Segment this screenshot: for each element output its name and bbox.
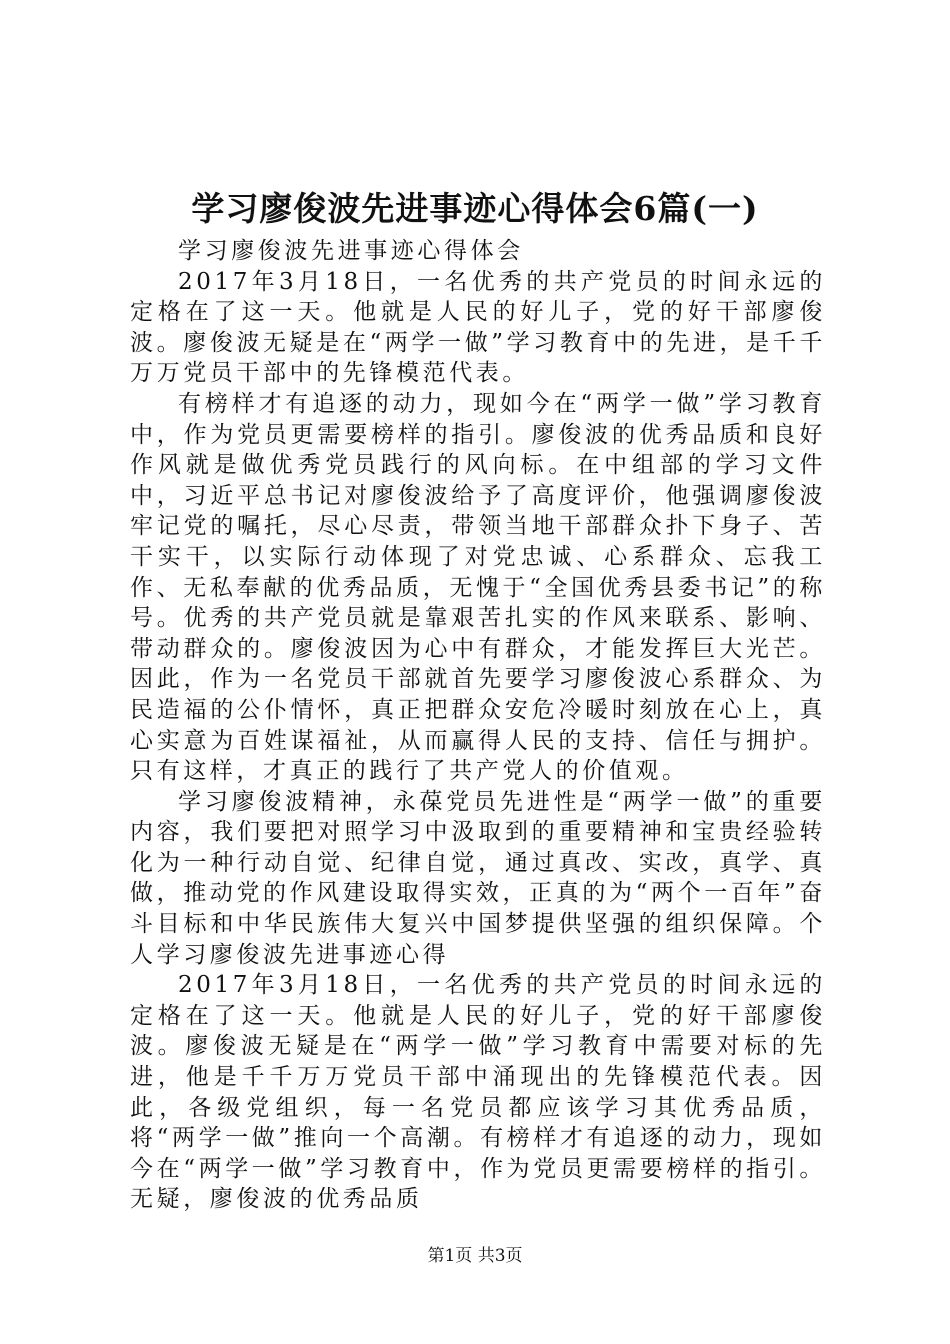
paragraph: 学习廖俊波精神，永葆党员先进性是“两学一做”的重要内容，我们要把对照学习中汲取到的重要精神和宝贵经验转化为一种行动自觉、纪律自觉，通过真改、实改，真学、真做，推动党的作风建设取得实效，正真的为“两个一百年”奋斗目标和中华民族伟大复兴中国梦提供坚强的组织保障。个人学习廖俊波先进事迹心得 (130, 788, 826, 968)
page-title: 学习廖俊波先进事迹心得体会6篇(一) (191, 189, 759, 228)
paragraph: 有榜样才有追逐的动力，现如今在“两学一做”学习教育中，作为党员更需要榜样的指引。廖俊波的优秀品质和良好作风就是做优秀党员践行的风向标。在中组部的学习文件中，习近平总书记对廖俊波给予了高度评价，他强调廖俊波牢记党的嘱托，尽心尽责，带领当地干部群众扑下身子、苦干实干，以实际行动体现了对党忠诚、心系群众、忘我工作、无私奉献的优秀品质，无愧于“全国优秀县委书记”的称号。优秀的共产党员就是靠艰苦扎实的作风来联系、影响、带动群众的。廖俊波因为心中有群众，才能发挥巨大光芒。因此，作为一名党员干部就首先要学习廖俊波心系群众、为民造福的公仆情怀，真正把群众安危冷暖时刻放在心上，真心实意为百姓谋福祉，从而赢得人民的支持、信任与拥护。只有这样，才真正的践行了共产党人的价值观。 (130, 390, 826, 785)
paragraph: 2017年3月18日，一名优秀的共产党员的时间永远的定格在了这一天。他就是人民的好儿子，党的好干部廖俊波。廖俊波无疑是在“两学一做”学习教育中的先进，是千千万万党员干部中的先锋模范代表。 (130, 268, 826, 387)
paragraph: 2017年3月18日，一名优秀的共产党员的时间永远的定格在了这一天。他就是人民的好儿子，党的好干部廖俊波。廖俊波无疑是在“两学一做”学习教育中需要对标的先进，他是千千万万党员干部中涌现出的先锋模范代表。因此，各级党组织，每一名党员都应该学习其优秀品质，将“两学一做”推向一个高潮。有榜样才有追逐的动力，现如今在“两学一做”学习教育中，作为党员更需要榜样的指引。无疑，廖俊波的优秀品质 (130, 972, 826, 1213)
document-body (130, 236, 826, 1215)
document-subtitle: 学习廖俊波先进事迹心得体会 (178, 238, 524, 264)
page-footer: 第1页 共3页 (427, 1246, 523, 1266)
